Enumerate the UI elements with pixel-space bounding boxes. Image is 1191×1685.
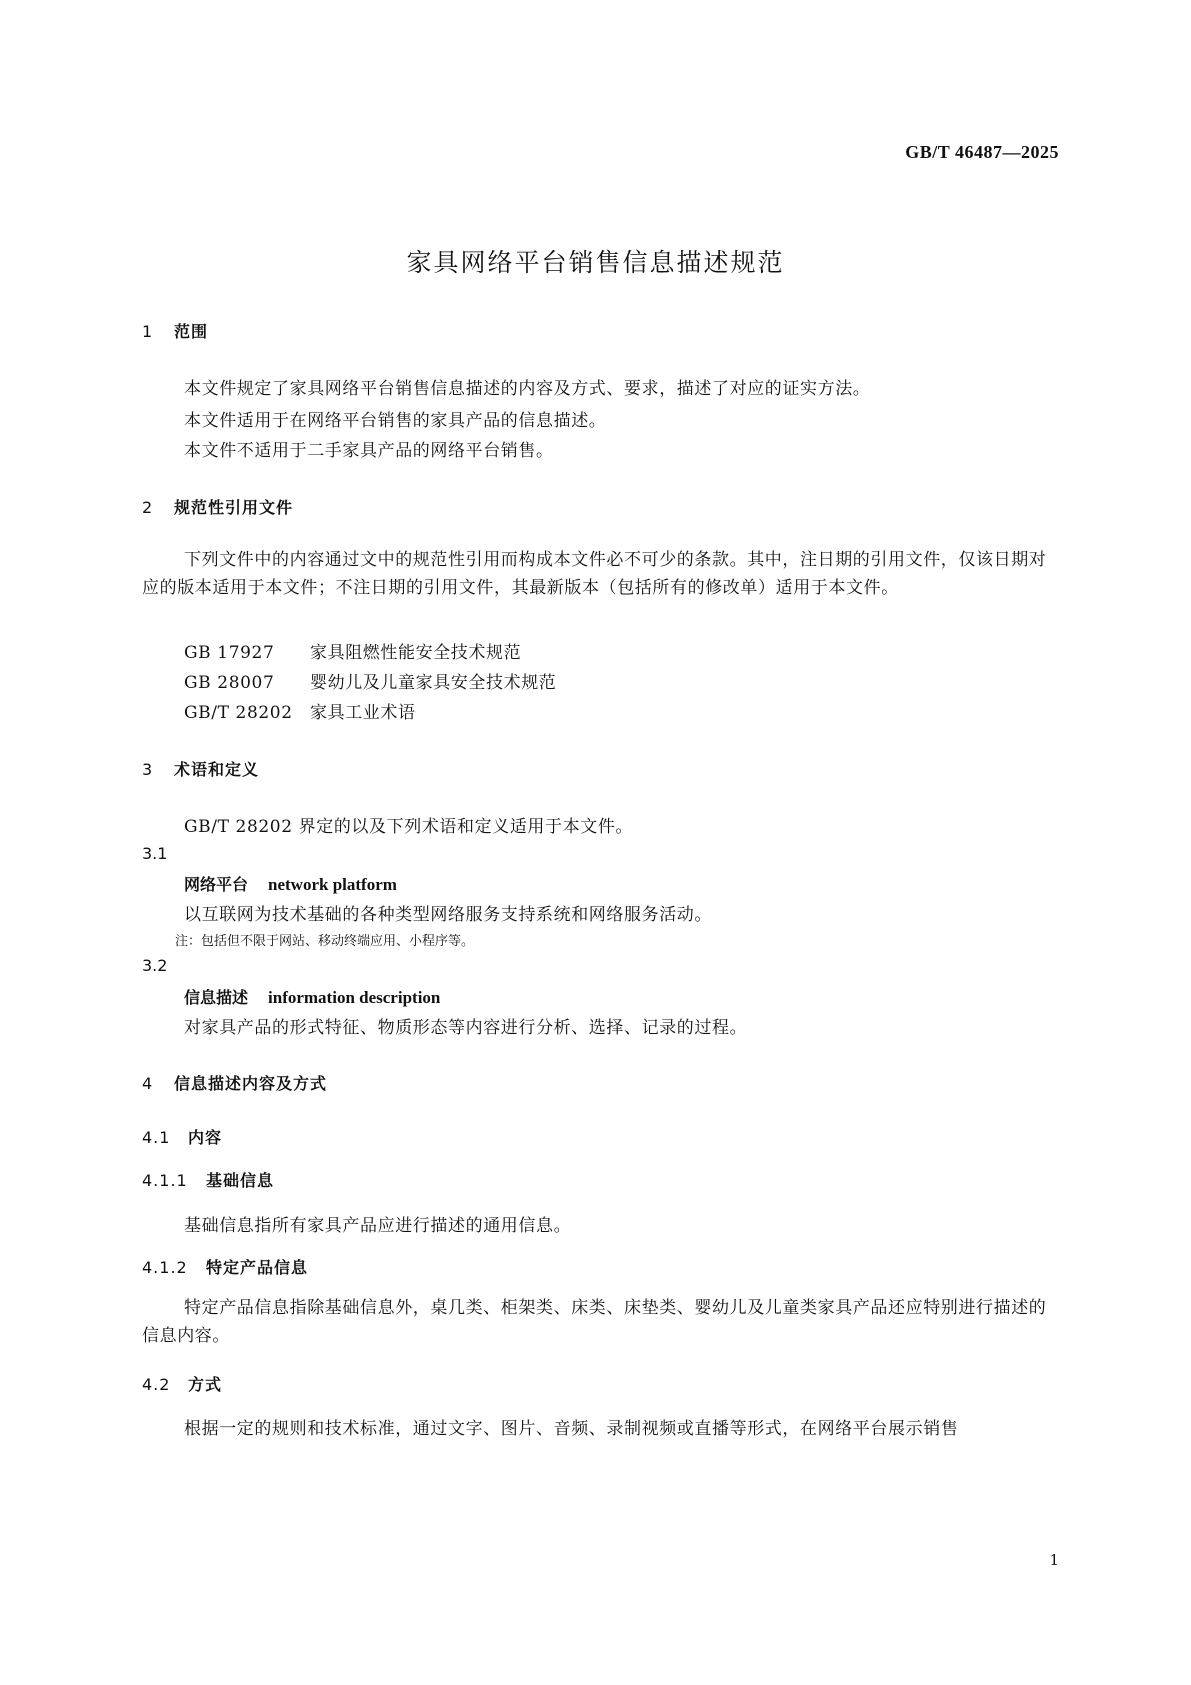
term-definition: 对家具产品的形式特征、物质形态等内容进行分析、选择、记录的过程。 — [184, 1018, 748, 1038]
section-1-heading: 1 范围 — [142, 322, 209, 341]
section-4-1-1-text: 基础信息指所有家具产品应进行描述的通用信息。 — [184, 1216, 572, 1236]
section-4-1-1-heading: 4.1.1 基础信息 — [142, 1171, 275, 1190]
section-1-para-1: 本文件规定了家具网络平台销售信息描述的内容及方式、要求，描述了对应的证实方法。 — [184, 379, 871, 399]
document-title: 家具网络平台销售信息描述规范 — [406, 248, 785, 277]
term-heading: 网络平台 network platform — [184, 875, 397, 894]
section-4-1-2-text: 特定产品信息指除基础信息外，桌几类、柜架类、床类、床垫类、婴幼儿及儿童类家具产品还应特别进行描述的信息内容。 — [142, 1298, 1047, 1346]
page-number: 1 — [1049, 1551, 1059, 1569]
term-note: 注：包括但不限于网站、移动终端应用、小程序等。 — [175, 934, 475, 949]
section-4-1-heading: 4.1 内容 — [142, 1128, 223, 1147]
section-4-heading: 4 信息描述内容及方式 — [142, 1074, 328, 1093]
term-definition: 以互联网为技术基础的各种类型网络服务支持系统和网络服务活动。 — [184, 905, 712, 925]
section-3-heading: 3 术语和定义 — [142, 760, 260, 779]
section-4-1-2-heading: 4.1.2 特定产品信息 — [142, 1258, 309, 1277]
section-2-heading: 2 规范性引用文件 — [142, 498, 294, 517]
reference-item: GB/T 28202 家具工业术语 — [184, 703, 416, 723]
standard-number: GB/T 46487—2025 — [905, 142, 1059, 162]
section-1-para-2: 本文件适用于在网络平台销售的家具产品的信息描述。 — [184, 411, 607, 431]
section-2-intro: 下列文件中的内容通过文中的规范性引用而构成本文件必不可少的条款。其中，注日期的引用文件，仅该日期对应的版本适用于本文件；不注日期的引用文件，其最新版本（包括所有的修改单）适用于本文件。 — [142, 550, 1047, 598]
section-4-2-text: 根据一定的规则和技术标准，通过文字、图片、音频、录制视频或直播等形式，在网络平台展示销售 — [184, 1419, 959, 1439]
term-number: 3.2 — [142, 956, 168, 975]
reference-item: GB 17927 家具阻燃性能安全技术规范 — [184, 643, 522, 663]
reference-item: GB 28007 婴幼儿及儿童家具安全技术规范 — [184, 673, 557, 693]
section-3-intro: GB/T 28202 界定的以及下列术语和定义适用于本文件。 — [184, 817, 634, 837]
term-number: 3.1 — [142, 844, 168, 863]
section-1-para-3: 本文件不适用于二手家具产品的网络平台销售。 — [184, 441, 554, 461]
term-heading: 信息描述 information description — [184, 988, 441, 1007]
section-4-2-heading: 4.2 方式 — [142, 1375, 223, 1394]
